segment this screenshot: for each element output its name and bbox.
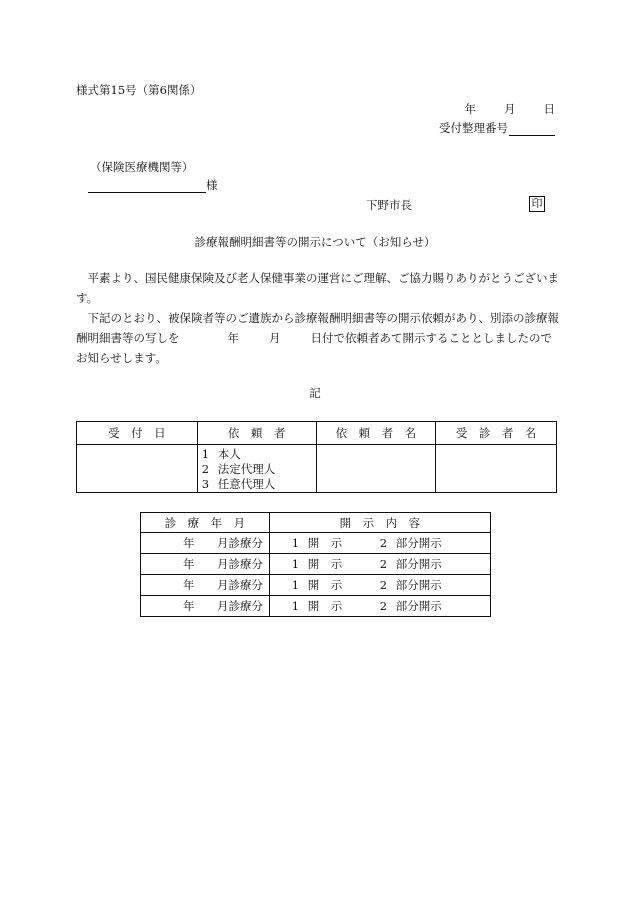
disclosure-content-cell: 1 開 示 2 部分開示 (269, 554, 490, 575)
table-row (141, 533, 491, 554)
form-number: 様式第15号（第6関係） (76, 83, 202, 97)
treatment-month-cell: 年 月診療分 (141, 575, 270, 596)
request-table (76, 421, 557, 493)
request-table-row (77, 445, 557, 493)
ki-heading: 記 (309, 386, 321, 400)
requester-option: 2 法定代理人 (201, 462, 276, 476)
patient-name-cell (436, 445, 557, 493)
addressee-blank (88, 179, 206, 193)
requester-options-cell (197, 445, 316, 493)
date-day-label: 日 (543, 102, 555, 116)
requester-name-cell (316, 445, 436, 493)
treatment-month-cell: 年 月診療分 (141, 596, 270, 617)
received-date-cell (77, 445, 198, 493)
date-line (465, 103, 556, 117)
disclosure-table (140, 512, 491, 617)
body-paragraph-1: 平素より、国民健康保険及び老人保健事業の運営にご理解、ご協力賜りありがとうございます。 (76, 271, 559, 305)
organization-label: （保険医療機関等） (90, 160, 194, 174)
treatment-month-cell: 年 月診療分 (141, 554, 270, 575)
receipt-number-blank (509, 122, 555, 136)
disclosure-content-cell: 1 開 示 2 部分開示 (269, 575, 490, 596)
honorific: 様 (206, 178, 218, 193)
header-patient-name: 受 診 者 名 (436, 422, 557, 445)
disclosure-content-cell: 1 開 示 2 部分開示 (269, 533, 490, 554)
header-disclosure-content: 開 示 内 容 (269, 513, 490, 533)
table-row (141, 575, 491, 596)
disclosure-table-header (141, 513, 491, 533)
date-month-label: 月 (504, 102, 516, 116)
addressee-line (88, 179, 218, 193)
treatment-month-cell: 年 月診療分 (141, 533, 270, 554)
header-treatment-month: 診 療 年 月 (141, 513, 270, 533)
request-table-header (77, 422, 557, 445)
document-title: 診療報酬明細書等の開示について（お知らせ） (194, 235, 436, 249)
receipt-label: 受付整理番号 (439, 121, 508, 136)
header-requester-name: 依 頼 者 名 (316, 422, 436, 445)
table-row (141, 554, 491, 575)
header-received-date: 受 付 日 (77, 422, 198, 445)
header-requester: 依 頼 者 (197, 422, 316, 445)
requester-option: 1 本人 (201, 447, 241, 461)
disclosure-content-cell: 1 開 示 2 部分開示 (269, 596, 490, 617)
body-paragraph-2: 下記のとおり、被保険者等のご遺族から診療報酬明細書等の開示依頼があり、別添の診療報酬明細書等の写しを 年 月 日付で依頼者あて開示することとしましたのでお知らせします。 (76, 311, 559, 365)
table-row (141, 596, 491, 617)
date-year-label: 年 (464, 102, 476, 116)
body-text (76, 268, 559, 368)
seal-mark: 印 (529, 196, 545, 212)
sender-name: 下野市長 (366, 198, 412, 212)
receipt-number (439, 122, 555, 136)
requester-option: 3 任意代理人 (201, 477, 276, 491)
